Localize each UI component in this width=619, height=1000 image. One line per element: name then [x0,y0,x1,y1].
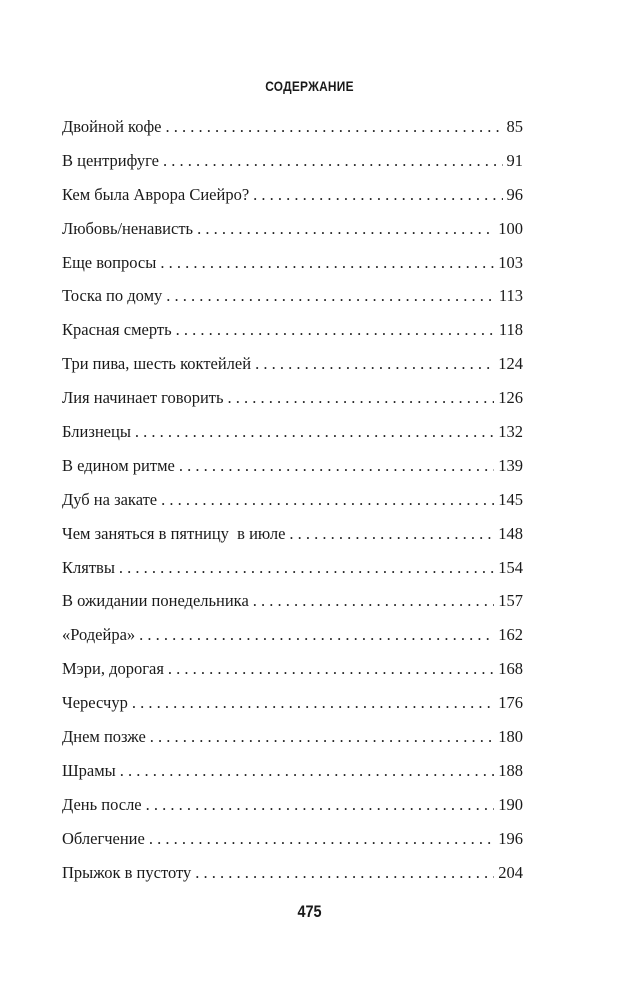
toc-entry[interactable] [62,659,523,693]
toc-dot-leader [120,761,495,781]
toc-dot-leader [119,558,494,578]
toc-entry-title: «Родейра» [62,625,136,645]
toc-dot-leader [160,253,494,273]
toc-entry-title: Чересчур [62,693,128,713]
toc-entry-page: 118 [498,320,523,340]
toc-dot-leader [163,151,502,171]
toc-entry[interactable] [62,422,523,456]
toc-entry-page: 113 [498,286,523,306]
toc-entry-page: 190 [498,794,523,814]
toc-entry[interactable] [62,219,523,253]
toc-entry-page: 85 [506,117,523,136]
toc-dot-leader [166,286,495,306]
toc-entry-title: Двойной кофе [62,117,162,136]
toc-dot-leader [255,354,494,374]
toc-dot-leader [179,456,494,476]
toc-dot-leader [132,693,494,713]
toc-entry-page: 157 [498,591,523,611]
toc-dot-leader [228,388,495,408]
toc-entry-page: 162 [498,625,523,645]
toc-entry[interactable] [62,558,523,592]
toc-entry-page: 148 [498,523,523,543]
toc-entry[interactable] [62,829,523,863]
toc-entry-title: Днем позже [62,727,146,747]
toc-entry-page: 204 [498,862,523,882]
toc-entry[interactable] [62,591,523,625]
toc-dot-leader [146,795,495,815]
toc-entry-title: Облегчение [62,828,145,848]
toc-dot-leader [253,185,502,205]
toc-entry-page: 154 [498,557,523,577]
toc-dot-leader [161,490,494,510]
toc-entry[interactable] [62,863,523,897]
toc-entry-page: 196 [498,828,523,848]
toc-entry-page: 124 [498,354,523,374]
toc-dot-leader [197,219,494,239]
toc-entry[interactable] [62,727,523,761]
toc-dot-leader [166,117,503,137]
toc-dot-leader [149,829,494,849]
toc-entry-page: 132 [498,422,523,442]
toc-entry[interactable] [62,151,523,185]
toc-entry[interactable] [62,354,523,388]
toc-entry-page: 139 [498,455,523,475]
toc-dot-leader [168,659,494,679]
toc-entry-title: Мэри, дорогая [62,659,164,679]
toc-entry-page: 96 [506,184,523,204]
toc-entry[interactable] [62,456,523,490]
toc-entry[interactable] [62,185,523,219]
toc-entry[interactable] [62,490,523,524]
toc-entry-page: 145 [498,489,523,509]
toc-entry[interactable] [62,320,523,354]
table-of-contents [62,117,523,896]
toc-entry-page: 180 [498,727,523,747]
toc-entry-title: Прыжок в пустоту [62,862,192,882]
toc-entry-title: Близнецы [62,422,131,442]
toc-entry[interactable] [62,253,523,287]
toc-entry-page: 91 [506,150,523,170]
toc-entry-title: Кем была Аврора Сиейро? [62,184,250,204]
toc-entry-title: В центрифуге [62,150,160,170]
toc-entry-title: День после [62,794,142,814]
toc-dot-leader [176,320,495,340]
toc-entry-page: 168 [498,659,523,679]
toc-entry-title: Красная смерть [62,320,172,340]
toc-entry-title: Тоска по дому [62,286,163,306]
toc-entry[interactable] [62,625,523,659]
toc-entry-title: Шрамы [62,760,116,780]
toc-entry-title: В едином ритме [62,455,175,475]
toc-dot-leader [253,591,494,611]
toc-entry-title: Дуб на закате [62,489,158,509]
toc-entry-page: 100 [498,218,523,238]
toc-entry-title: В ожидании понедельника [62,591,249,611]
toc-entry[interactable] [62,795,523,829]
toc-entry-title: Любовь/ненависть [62,218,194,238]
toc-entry-title: Чем заняться в пятницу в июле [62,523,286,543]
toc-dot-leader [150,727,494,747]
toc-entry-title: Еще вопросы [62,252,157,272]
toc-dot-leader [135,422,494,442]
toc-entry-page: 103 [498,252,523,272]
toc-entry-page: 126 [498,388,523,408]
page-title: СОДЕРЖАНИЕ [265,78,354,94]
toc-entry[interactable] [62,286,523,320]
toc-entry[interactable] [62,761,523,795]
toc-entry-page: 188 [498,760,523,780]
toc-dot-leader [139,625,494,645]
toc-entry[interactable] [62,693,523,727]
toc-entry-title: Три пива, шесть коктейлей [62,354,252,374]
toc-entry-page: 176 [498,693,523,713]
toc-entry-title: Клятвы [62,557,115,577]
toc-dot-leader [195,863,494,883]
toc-entry[interactable] [62,117,523,151]
toc-entry-title: Лия начинает говорить [62,388,224,408]
toc-entry[interactable] [62,524,523,558]
toc-dot-leader [289,524,494,544]
page-number: 475 [297,902,322,921]
toc-entry[interactable] [62,388,523,422]
